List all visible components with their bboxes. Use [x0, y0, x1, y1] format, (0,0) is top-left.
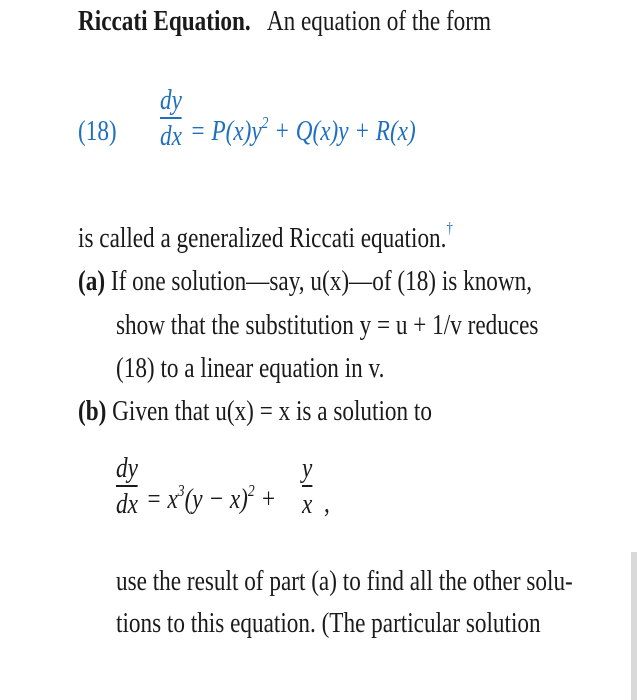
fraction-numerator: y: [302, 452, 313, 484]
tail-line-2: tions to this equation. (The particular solution: [116, 607, 541, 639]
rhs-part-1: = P(x)y: [190, 115, 262, 147]
equation-18-fraction: [160, 84, 182, 152]
fraction-denominator: x: [302, 488, 313, 520]
rhs-part-2: + Q(x)y + R(x): [268, 115, 416, 147]
part-b-label: (b): [78, 395, 107, 427]
part-a-label: (a): [78, 265, 106, 297]
equation-b-comma: ,: [324, 487, 330, 519]
fraction-numerator: dy: [160, 84, 182, 116]
fraction-bar: [116, 485, 138, 487]
footnote-dagger: †: [446, 220, 453, 237]
equation-b-fraction-2: [302, 452, 312, 520]
equation-18-rhs: [190, 114, 416, 148]
mid-exp-1: 3: [177, 481, 185, 500]
part-a-line-2: show that the substitution y = u + 1/v reduces: [116, 309, 539, 341]
equation-b-middle: [146, 482, 276, 516]
intro-text: An equation of the form: [266, 5, 492, 37]
fraction-numerator: dy: [116, 452, 138, 484]
fraction-bar: [302, 485, 312, 487]
mid-exp-2: 2: [247, 481, 255, 500]
heading-line: [78, 4, 491, 38]
page-edge-scrollbar[interactable]: [631, 552, 637, 700]
part-b-text-1: Given that u(x) = x is a solution to: [112, 395, 432, 427]
part-a-line-3: (18) to a linear equation in v.: [116, 352, 385, 384]
part-b-line-1: [78, 394, 432, 428]
tail-line-1: use the result of part (a) to find all the other solu-: [116, 565, 573, 597]
section-title: Riccati Equation.: [78, 5, 251, 37]
part-a-text-1: If one solution—say, u(x)—of (18) is known,: [110, 265, 533, 297]
generalized-riccati-text: is called a generalized Riccati equation.: [78, 222, 447, 254]
fraction-bar: [160, 117, 182, 119]
equation-b-fraction: [116, 452, 138, 520]
mid-part-2: (y − x): [184, 483, 248, 515]
fraction-denominator: dx: [116, 488, 138, 520]
mid-part-1: = x: [146, 483, 178, 515]
rhs-exponent: 2: [261, 113, 269, 132]
body-line-1: [78, 212, 453, 255]
fraction-denominator: dx: [160, 120, 182, 152]
part-a-line-1: [78, 264, 532, 298]
equation-label-18: (18): [78, 115, 117, 147]
mid-part-3: +: [254, 483, 277, 515]
